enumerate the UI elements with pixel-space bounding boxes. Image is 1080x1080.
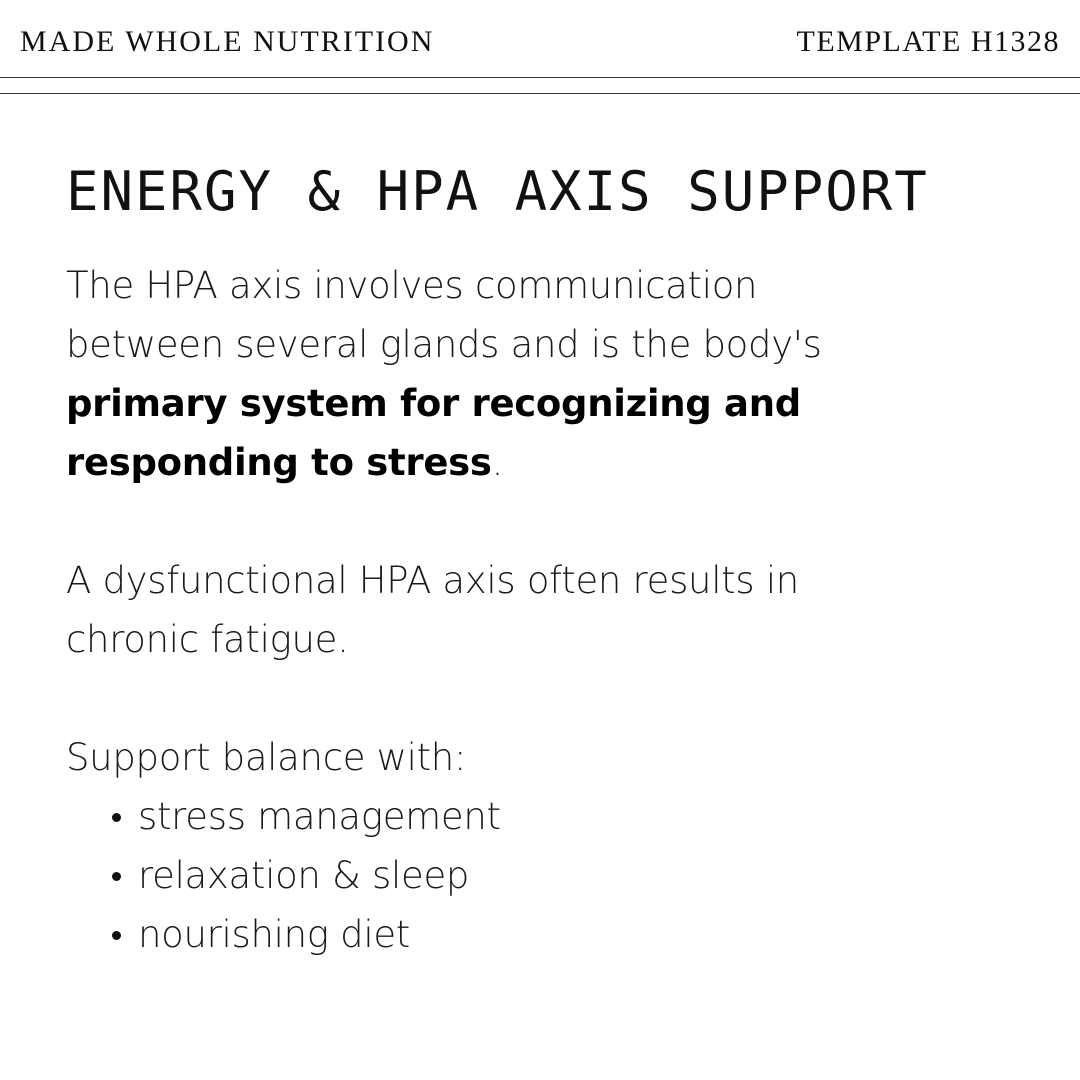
content bbox=[66, 160, 946, 964]
list-item-text: stress management bbox=[138, 795, 501, 838]
list-item-text: relaxation & sleep bbox=[138, 854, 470, 897]
bullet-dot-icon bbox=[112, 813, 121, 822]
list-item bbox=[112, 787, 946, 846]
intro-paragraph bbox=[66, 256, 886, 492]
template-id: TEMPLATE H1328 bbox=[796, 25, 1060, 58]
header-rule-top bbox=[0, 77, 1080, 78]
intro-emphasis: primary system for recognizing and responding to stress bbox=[66, 382, 801, 484]
list-item-text: nourishing diet bbox=[138, 913, 410, 956]
support-list bbox=[66, 787, 946, 964]
header-rule-bottom bbox=[0, 93, 1080, 94]
list-item bbox=[112, 905, 946, 964]
list-item bbox=[112, 846, 946, 905]
intro-period: . bbox=[491, 441, 504, 484]
header bbox=[0, 0, 1080, 80]
intro-text: The HPA axis involves communication between several glands and is the body's bbox=[66, 264, 822, 366]
support-intro: Support balance with: bbox=[66, 736, 467, 779]
brand-name: MADE WHOLE NUTRITION bbox=[20, 25, 435, 58]
page-title: ENERGY & HPA AXIS SUPPORT bbox=[66, 160, 929, 223]
bullet-dot-icon bbox=[112, 931, 121, 940]
bullet-dot-icon bbox=[112, 872, 121, 881]
fatigue-paragraph: A dysfunctional HPA axis often results in chronic fatigue. bbox=[66, 559, 799, 661]
